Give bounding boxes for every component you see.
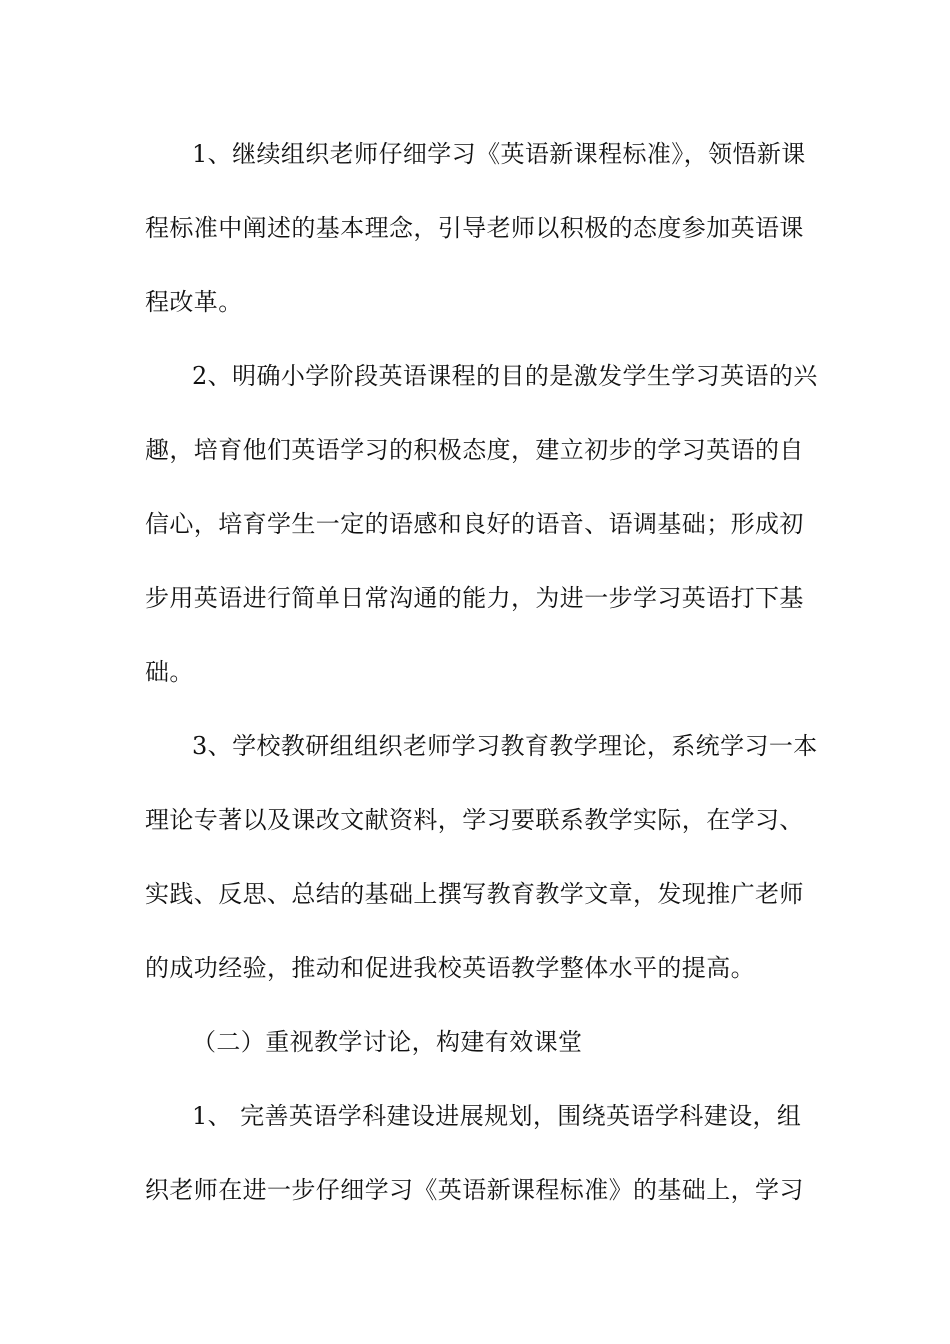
paragraph-1-line-2: 程标准中阐述的基本理念，引导老师以积极的态度参加英语课	[145, 214, 804, 242]
section-heading: （二）重视教学讨论，构建有效课堂	[192, 1028, 583, 1056]
paragraph-2-line-5: 础。	[145, 658, 194, 686]
paragraph-2-line-2: 趣，培育他们英语学习的积极态度，建立初步的学习英语的自	[145, 436, 804, 464]
paragraph-3-line-1: 3、学校教研组组织老师学习教育教学理论，系统学习一本	[192, 732, 818, 760]
paragraph-2-line-1: 2、明确小学阶段英语课程的目的是激发学生学习英语的兴	[192, 362, 818, 390]
paragraph-2-line-4: 步用英语进行简单日常沟通的能力，为进一步学习英语打下基	[145, 584, 804, 612]
paragraph-4-line-2: 织老师在进一步仔细学习《英语新课程标准》的基础上，学习	[145, 1176, 804, 1204]
paragraph-3-line-3: 实践、反思、总结的基础上撰写教育教学文章，发现推广老师	[145, 880, 804, 908]
paragraph-1-line-3: 程改革。	[145, 288, 243, 316]
paragraph-3-line-2: 理论专著以及课改文献资料，学习要联系教学实际，在学习、	[145, 806, 804, 834]
paragraph-1-line-1: 1、继续组织老师仔细学习《英语新课程标准》，领悟新课	[192, 140, 806, 168]
paragraph-4-line-1: 1、 完善英语学科建设进展规划，围绕英语学科建设，组	[192, 1102, 802, 1130]
paragraph-2-line-3: 信心，培育学生一定的语感和良好的语音、语调基础；形成初	[145, 510, 804, 538]
paragraph-3-line-4: 的成功经验，推动和促进我校英语教学整体水平的提高。	[145, 954, 755, 982]
